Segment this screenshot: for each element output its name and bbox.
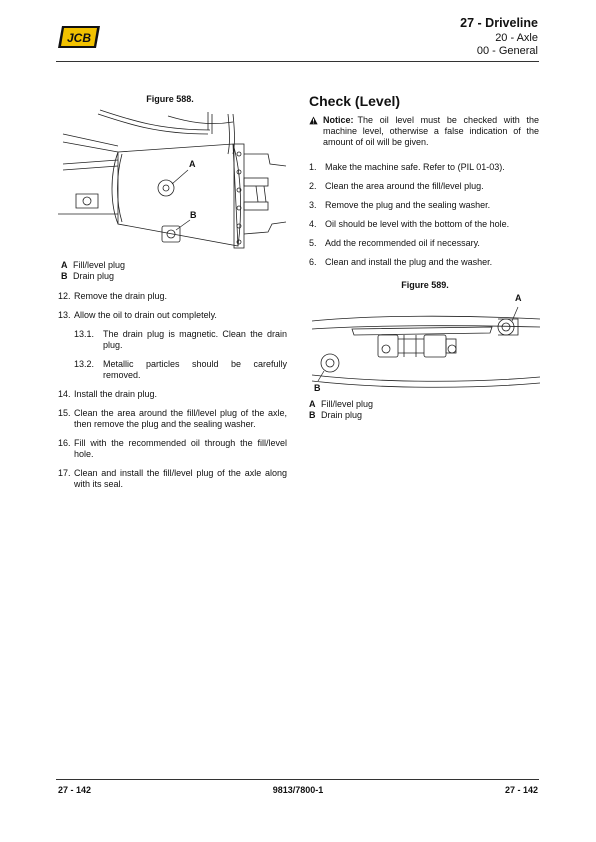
figure-588-axle-drawing: [58, 104, 288, 261]
notice-block: [309, 115, 539, 148]
footer-page-left: 27 - 142: [58, 785, 92, 795]
section-subtitle: 20 - Axle: [495, 32, 538, 44]
header-rule: [56, 61, 539, 62]
legend-item: A Fill/level plug: [309, 399, 374, 409]
list-item: 4. Oil should be level with the bottom of the hole.: [309, 219, 510, 229]
list-item: 13.1. The drain plug is magnetic. Clean the drain plug.: [74, 329, 287, 350]
list-item: 3. Remove the plug and the sealing washer.: [309, 200, 491, 210]
legend-item: B Drain plug: [61, 271, 115, 281]
notice-text: The oil level must be checked with the machine level, otherwise a false indication of the amount of oil will be given.: [323, 115, 539, 147]
list-item: 13.2. Metallic particles should be carefully removed.: [74, 359, 287, 380]
figure-588-caption: Figure 588.: [146, 94, 194, 104]
figure-588-callout-b: B: [190, 210, 197, 220]
figure-588-callout-a: A: [189, 159, 196, 169]
legend-item: A Fill/level plug: [61, 260, 126, 270]
right-procedure-list: [309, 162, 539, 276]
jcb-logo: [56, 24, 102, 50]
footer-rule: [56, 779, 539, 780]
list-item: 16. Fill with the recommended oil through the fill/level hole.: [58, 438, 287, 459]
jcb-logo-icon: [56, 24, 102, 50]
list-item: 5. Add the recommended oil if necessary.: [309, 238, 480, 248]
list-item: 2. Clean the area around the fill/level plug.: [309, 181, 484, 191]
notice-label: Notice:: [323, 115, 354, 125]
footer-doc-number: 9813/7800-1: [272, 785, 324, 795]
list-item: 1. Make the machine safe. Refer to (PIL 01-03).: [309, 162, 505, 172]
figure-589-callout-a: A: [515, 293, 522, 303]
list-item: 6. Clean and install the plug and the washer.: [309, 257, 493, 267]
list-item: 12. Remove the drain plug.: [58, 291, 168, 301]
chapter-title: 27 - Driveline: [460, 16, 538, 30]
figure-589-legend: [309, 399, 373, 421]
legend-item: B Drain plug: [309, 410, 363, 420]
list-item: 15. Clean the area around the fill/level plug of the axle, then remove the plug and the sealing washer.: [58, 408, 287, 429]
section-heading: Check (Level): [309, 93, 401, 109]
list-item: 13. Allow the oil to drain out completely.: [58, 310, 217, 320]
figure-589-callout-b: B: [314, 383, 321, 393]
figure-589-caption: Figure 589.: [401, 280, 449, 290]
left-procedure-list: [58, 291, 287, 498]
figure-588-legend: [61, 260, 125, 282]
list-item: 17. Clean and install the fill/level plug of the axle along with its seal.: [58, 468, 287, 489]
logo-text: JCB: [66, 31, 92, 45]
footer-page-right: 27 - 142: [504, 785, 538, 795]
subsection-subtitle: 00 - General: [476, 45, 538, 57]
figure-589-axle-drawing: [312, 293, 540, 398]
warning-triangle-icon: [309, 116, 318, 125]
list-item: 14. Install the drain plug.: [58, 389, 158, 399]
